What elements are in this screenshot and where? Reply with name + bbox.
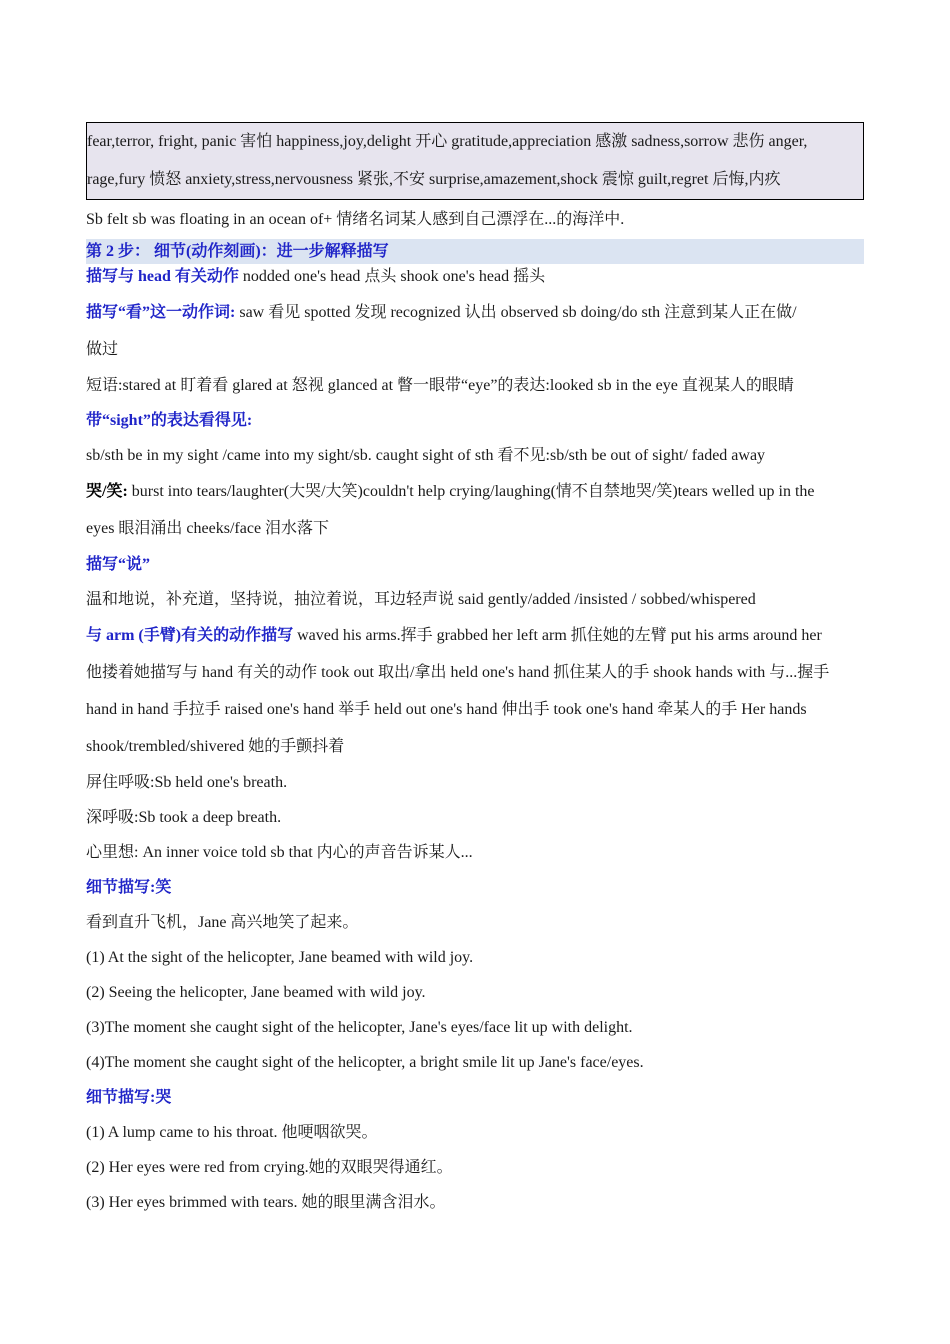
- smile-label-text: 细节描写:笑: [86, 879, 172, 896]
- smile-item-4: (4)The moment she caught sight of the helicopter, a bright smile lit up Jane's face/eyes.: [86, 1054, 644, 1071]
- step-2-title: 第 2 步： 细节(动作刻画)：进一步解释描写: [86, 243, 389, 260]
- emotion-line-2: rage,fury 愤怒 anxiety,stress,nervousness 紧张,不安 surprise,amazement,shock 震惊 guilt,regret 后悔,内疚: [87, 171, 781, 188]
- arm-text-4: shook/trembled/shivered 她的手颤抖着: [86, 738, 345, 755]
- smile-item-3: (3)The moment she caught sight of the helicopter, Jane's eyes/face lit up with delight.: [86, 1019, 633, 1036]
- deep-breath: 深呼吸:Sb took a deep breath.: [86, 809, 282, 826]
- sight-label: [86, 403, 864, 438]
- head-label: 描写与 head 有关动作: [86, 268, 239, 285]
- arm-label: 与 arm (手臂)有关的动作描写: [86, 627, 294, 644]
- head-actions: [86, 264, 864, 290]
- emotion-line-1: fear,terror, fright, panic 害怕 happiness,joy,delight 开心 gratitude,appreciation 感激 sadness,sorrow 悲伤 anger,: [87, 133, 808, 150]
- inner-voice: 心里想: An inner voice told sb that 内心的声音告诉某人...: [86, 844, 473, 861]
- smile-item-1: (1) At the sight of the helicopter, Jane beamed with wild joy.: [86, 949, 474, 966]
- hold-breath: 屏住呼吸:Sb held one's breath.: [86, 774, 288, 791]
- look-phrases: 短语:stared at 盯着看 glared at 怒视 glanced at 瞥一眼带“eye”的表达:looked sb in the eye 直视某人的眼睛: [86, 377, 794, 394]
- floating-phrase: Sb felt sb was floating in an ocean of+ 情绪名词某人感到自己漂浮在...的海洋中.: [86, 211, 625, 228]
- arm-text-1: waved his arms.挥手 grabbed her left arm 抓住她的左臂 put his arms around her: [293, 627, 822, 644]
- look-actions: [86, 294, 864, 331]
- smile-label: [86, 870, 864, 905]
- cry-laugh-text-2: eyes 眼泪涌出 cheeks/face 泪水落下: [86, 520, 330, 537]
- cry-laugh-line: [86, 473, 864, 510]
- smile-intro: 看到直升飞机，Jane 高兴地笑了起来。: [86, 914, 359, 931]
- step-2-heading: [86, 239, 864, 264]
- arm-text-2: 他搂着她描写与 hand 有关的动作 took out 取出/拿出 held one's hand 抓住某人的手 shook hands with 与...握手: [86, 664, 830, 681]
- sight-label-text: 带“sight”的表达看得见:: [86, 412, 253, 429]
- emotion-vocabulary-box: [86, 122, 864, 200]
- smile-item-2: (2) Seeing the helicopter, Jane beamed with wild joy.: [86, 984, 426, 1001]
- look-text-2: 做过: [86, 341, 119, 358]
- cry-laugh-label: 哭/笑:: [86, 483, 128, 500]
- cry-label: [86, 1080, 864, 1115]
- cry-item-3: (3) Her eyes brimmed with tears. 她的眼里满含泪水。: [86, 1194, 446, 1211]
- look-label: 描写“看”这一动作词:: [86, 304, 236, 321]
- arm-line-1: [86, 617, 864, 654]
- arm-text-3: hand in hand 手拉手 raised one's hand 举手 held out one's hand 伸出手 took one's hand 牵某人的手 Her hands: [86, 701, 807, 718]
- say-text: 温和地说，补充道，坚持说，抽泣着说，耳边轻声说 said gently/added /insisted / sobbed/whispered: [86, 591, 756, 608]
- say-label: [86, 547, 864, 582]
- cry-item-1: (1) A lump came to his throat. 他哽咽欲哭。: [86, 1124, 378, 1141]
- cry-label-text: 细节描写:哭: [86, 1089, 172, 1106]
- look-text-1: saw 看见 spotted 发现 recognized 认出 observed sb doing/do sth 注意到某人正在做/: [235, 304, 797, 321]
- sight-text: sb/sth be in my sight /came into my sight/sb. caught sight of sth 看不见:sb/sth be out of sight/ faded away: [86, 447, 766, 464]
- document-page: [86, 122, 864, 1220]
- head-text: nodded one's head 点头 shook one's head 摇头: [238, 268, 546, 285]
- cry-item-2: (2) Her eyes were red from crying.她的双眼哭得通红。: [86, 1159, 453, 1176]
- say-label-text: 描写“说”: [86, 556, 151, 573]
- cry-laugh-text-1: burst into tears/laughter(大哭/大笑)couldn't help crying/laughing(情不自禁地哭/笑)tears welled up in the: [127, 483, 815, 500]
